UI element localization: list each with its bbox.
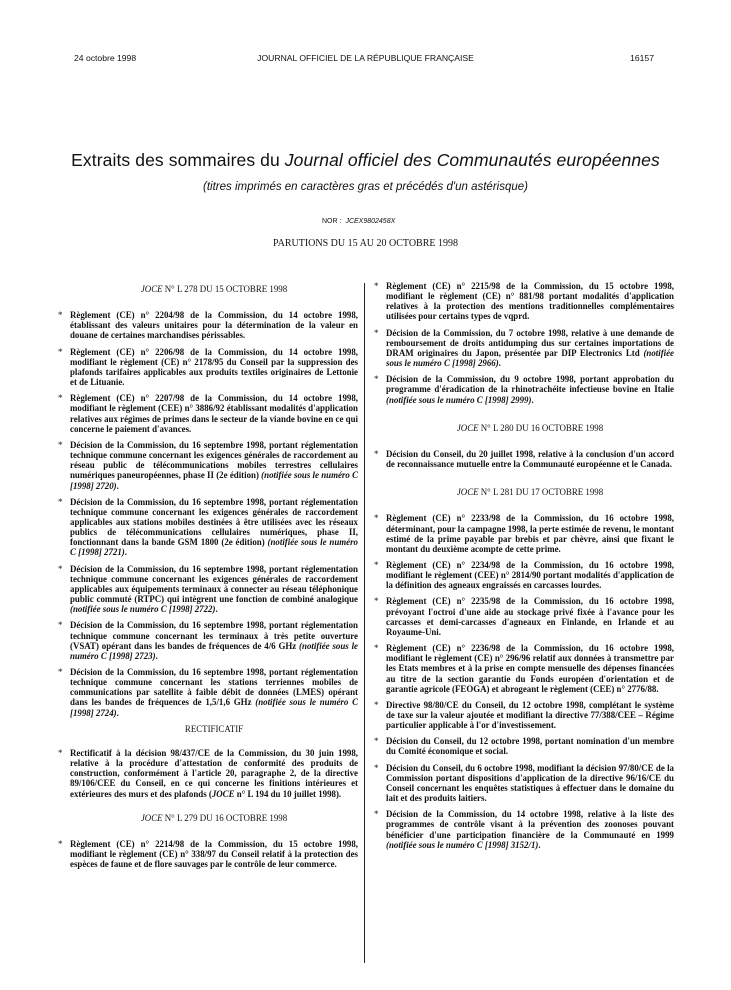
list-item [58, 393, 358, 434]
item-text: Décision de la Commission, du 16 septembre 1998, portant réglementation technique commune concernant les exigences générales de raccordement au réseau public de télécommunications mobiles terrestres cellulaires numériques paneuropéennes, phase II (2e édition) (notifiée sous le numéro C [1998] 2720). [70, 439, 358, 491]
asterisk-icon: * [58, 620, 63, 631]
asterisk-icon: * [374, 736, 379, 747]
asterisk-icon: * [58, 346, 63, 357]
list-item [374, 560, 674, 590]
list-item [374, 281, 674, 322]
item-text: Décision de la Commission, du 9 octobre 1998, portant approbation du programme d'éradication de la rhinotrachéite infectieuse bovine en Italie (notifiée sous le numéro C [1998] 2999). [386, 374, 674, 405]
asterisk-icon: * [374, 513, 379, 524]
section-heading-text: N° L 278 DU 15 OCTOBRE 1998 [162, 284, 288, 294]
asterisk-icon: * [374, 596, 379, 607]
asterisk-icon: * [374, 699, 379, 710]
item-text: Décision de la Commission, du 7 octobre 1998, relative à une demande de remboursement de droits antidumping dus sur certaines importations de DRAM originaires du Japon, présentée par DIP Electronics Ltd (notifiée sous le numéro C [1998] 2966). [386, 327, 674, 369]
left-column [58, 284, 358, 875]
item-text: Règlement (CE) n° 2204/98 de la Commission, du 14 octobre 1998, établissant des valeurs unitaires pour la détermination de la valeur en douane de certaines marchandises périssables. [70, 310, 358, 341]
asterisk-icon: * [58, 747, 63, 758]
item-text: Directive 98/80/CE du Conseil, du 12 octobre 1998, complétant le système de taxe sur la valeur ajoutée et modifiant la directive 77/388/CEE – Régime particulier applicable à l'or d'investissement. [386, 699, 674, 731]
title-part2: Journal officiel des Communautés européennes [284, 150, 660, 170]
list-item [374, 809, 674, 850]
page-subtitle: (titres imprimés en caractères gras et précédés d'un astérisque) [203, 181, 528, 193]
item-text: Règlement (CE) n° 2234/98 de la Commission, du 16 octobre 1998, modifiant le règlement (CEE) n° 2814/90 portant modalités d'application de la définition des agneaux engraissés en carcasses lourdes. [386, 559, 674, 591]
asterisk-icon: * [374, 643, 379, 654]
asterisk-icon: * [374, 762, 379, 773]
list-item [58, 667, 358, 718]
item-text: Rectificatif à la décision 98/437/CE de la Commission, du 30 juin 1998, relative à la procédure d'attestation de conformité des produits de construction, conformément à l'article 20, paragraphe 2, de la directive 89/106/CEE du Conseil, en ce qui concerne les finitions intérieures et extérieures des murs et des plafonds (JOCE n° L 194 du 10 juillet 1998). [70, 747, 358, 799]
page-title [0, 150, 731, 171]
list-item [374, 449, 674, 469]
asterisk-icon: * [374, 281, 379, 291]
joce-label: JOCE [140, 284, 163, 294]
list-item [58, 839, 358, 869]
section-heading [58, 813, 358, 823]
joce-label: JOCE [456, 487, 479, 498]
joce-label: JOCE [456, 422, 479, 433]
list-item [58, 440, 358, 491]
item-text: Décision de la Commission, du 16 septembre 1998, portant réglementation technique commune concernant les stations terriennes mobiles de communications par satellite à faible débit de données (LMES) opérant dans les bandes de fréquences de 1,5/1,6 GHz (notifiée sous le numéro C [1998] 2724). [70, 667, 358, 718]
list-item [374, 513, 674, 554]
rectificatif-heading: RECTIFICATIF [184, 723, 244, 734]
asterisk-icon: * [374, 327, 379, 338]
item-text: Règlement (CE) n° 2235/98 de la Commission, du 16 octobre 1998, prévoyant l'octroi d'une aide au stockage privé fixée à l'avance pour les carcasses et demi-carcasses d'agneaux en Finlande, en Irlande et au Royaume-Uni. [386, 596, 674, 637]
section-heading [374, 423, 674, 433]
page-number: 16157 [630, 53, 654, 63]
item-text: Décision du Conseil, du 12 octobre 1998, portant nomination d'un membre du Comité économique et social. [386, 736, 674, 757]
right-column [374, 281, 674, 856]
list-item [58, 310, 358, 340]
item-text: Décision de la Commission, du 16 septembre 1998, portant réglementation technique commune concernant les exigences générales de raccordement applicables aux stations mobiles destinées à être utilisées avec les réseaux publics de télécommunications cellulaires numériques, phase II, fonctionnant dans la bande GSM 1800 (2e édition) (notifiée sous le numéro C [1998] 2721). [70, 496, 358, 558]
asterisk-icon: * [58, 439, 63, 450]
asterisk-icon: * [58, 496, 63, 507]
asterisk-icon: * [374, 374, 379, 385]
item-text: Décision du Conseil, du 6 octobre 1998, modifiant la décision 97/80/CE de la Commission portant dispositions d'application de la directive 96/16/CE du Conseil concernant les enquêtes statistiques à effectuer dans le domaine du lait et des produits laitiers. [386, 762, 674, 804]
item-text: Décision de la Commission, du 16 septembre 1998, portant réglementation technique commune concernant les exigences générales de raccordement applicables aux équipements terminaux à connecter au réseau téléphonique public commuté (RTPC) qui intègrent une fonction de combiné analogique (notifiée sous le numéro C [1998] 2722). [70, 563, 358, 615]
nor-label: NOR : [322, 218, 342, 225]
column-divider [364, 283, 365, 963]
item-text: Règlement (CE) n° 2215/98 de la Commission, du 15 octobre 1998, modifiant le règlement (CE) n° 881/98 portant modalités d'application relatives à la protection des mentions traditionnelles complémentaires utilisées pour certains types de vqprd. [386, 281, 674, 322]
list-item [58, 620, 358, 661]
nor-code: JCEX9802458X [345, 218, 396, 225]
list-item [374, 596, 674, 637]
item-text: Règlement (CE) n° 2206/98 de la Commission, du 14 octobre 1998, modifiant le règlement (CE) n° 2178/95 du Conseil par la suppression des plafonds tarifaires applicables aux produits textiles originaires de Lettonie et de Lituanie. [70, 346, 358, 388]
section-heading [58, 284, 358, 294]
joce-label: JOCE [140, 812, 163, 823]
section-heading-text: N° L 279 DU 16 OCTOBRE 1998 [162, 812, 288, 823]
list-item [58, 347, 358, 388]
list-item [374, 328, 674, 369]
list-item [374, 736, 674, 756]
item-text: Décision du Conseil, du 20 juillet 1998, relative à la conclusion d'un accord de reconnaissance mutuelle entre la Communauté européenne et le Canada. [386, 448, 674, 470]
page-date: 24 octobre 1998 [74, 53, 137, 63]
asterisk-icon: * [58, 667, 63, 677]
section-heading-text: N° L 280 DU 16 OCTOBRE 1998 [478, 422, 604, 433]
item-text: Règlement (CE) n° 2233/98 de la Commission, du 16 octobre 1998, déterminant, pour la campagne 1998, la perte estimée de revenu, le montant estimé de la prime payable par brebis et par chèvre, ainsi que fixant le montant du deuxième acompte de cette prime. [386, 513, 674, 554]
asterisk-icon: * [58, 310, 63, 321]
nor-reference [322, 218, 395, 225]
item-text: Règlement (CE) n° 2207/98 de la Commission, du 14 octobre 1998, modifiant le règlement (CEE) n° 3886/92 établissant modalités d'application relatives aux régimes de primes dans le secteur de la viande bovine en ce qui concerne le paiement d'avances. [70, 393, 358, 434]
parutions-heading: PARUTIONS DU 15 AU 20 OCTOBRE 1998 [272, 238, 459, 249]
list-item [374, 374, 674, 404]
asterisk-icon: * [374, 559, 379, 570]
asterisk-icon: * [58, 838, 63, 849]
item-text: Règlement (CE) n° 2236/98 de la Commission, du 16 octobre 1998, modifiant le règlement (CE) n° 296/96 relatif aux données à transmettre par les Etats membres et à la prise en compte mensuelle des dépenses financées au titre de la section garantie du Fonds européen d'orientation et de garantie agricole (FEOGA) et abrogeant le règlement (CEE) n° 2776/88. [386, 643, 674, 694]
item-text: Règlement (CE) n° 2214/98 de la Commission, du 15 octobre 1998, modifiant le règlement (CE) n° 338/97 du Conseil relatif à la protection des espèces de faune et de flore sauvages par le contrôle de leur commerce. [70, 838, 358, 870]
list-item [58, 564, 358, 615]
list-item [374, 700, 674, 730]
item-text: Décision de la Commission, du 16 septembre 1998, portant réglementation technique commune concernant les terminaux à très petite ouverture (VSAT) opérant dans les bandes de fréquences de 4/6 GHz (notifiée sous le numéro C [1998] 2723). [70, 620, 358, 661]
section-heading [374, 487, 674, 497]
list-item [58, 748, 358, 799]
list-item [374, 643, 674, 694]
asterisk-icon: * [374, 809, 379, 820]
title-part1: Extraits des sommaires du [71, 150, 285, 170]
section-heading-text: N° L 281 DU 17 OCTOBRE 1998 [478, 487, 604, 498]
asterisk-icon: * [58, 563, 63, 574]
asterisk-icon: * [58, 393, 63, 404]
asterisk-icon: * [374, 448, 379, 459]
journal-header: JOURNAL OFFICIEL DE LA RÉPUBLIQUE FRANÇAISE [257, 53, 474, 63]
item-text: Décision de la Commission, du 14 octobre 1998, relative à la liste des programmes de contrôle visant à la prévention des zoonoses pouvant bénéficier d'une participation financière de la Communauté en 1999 (notifiée sous le numéro C [1998] 3152/1). [386, 809, 674, 850]
list-item [58, 497, 358, 558]
list-item [374, 763, 674, 804]
